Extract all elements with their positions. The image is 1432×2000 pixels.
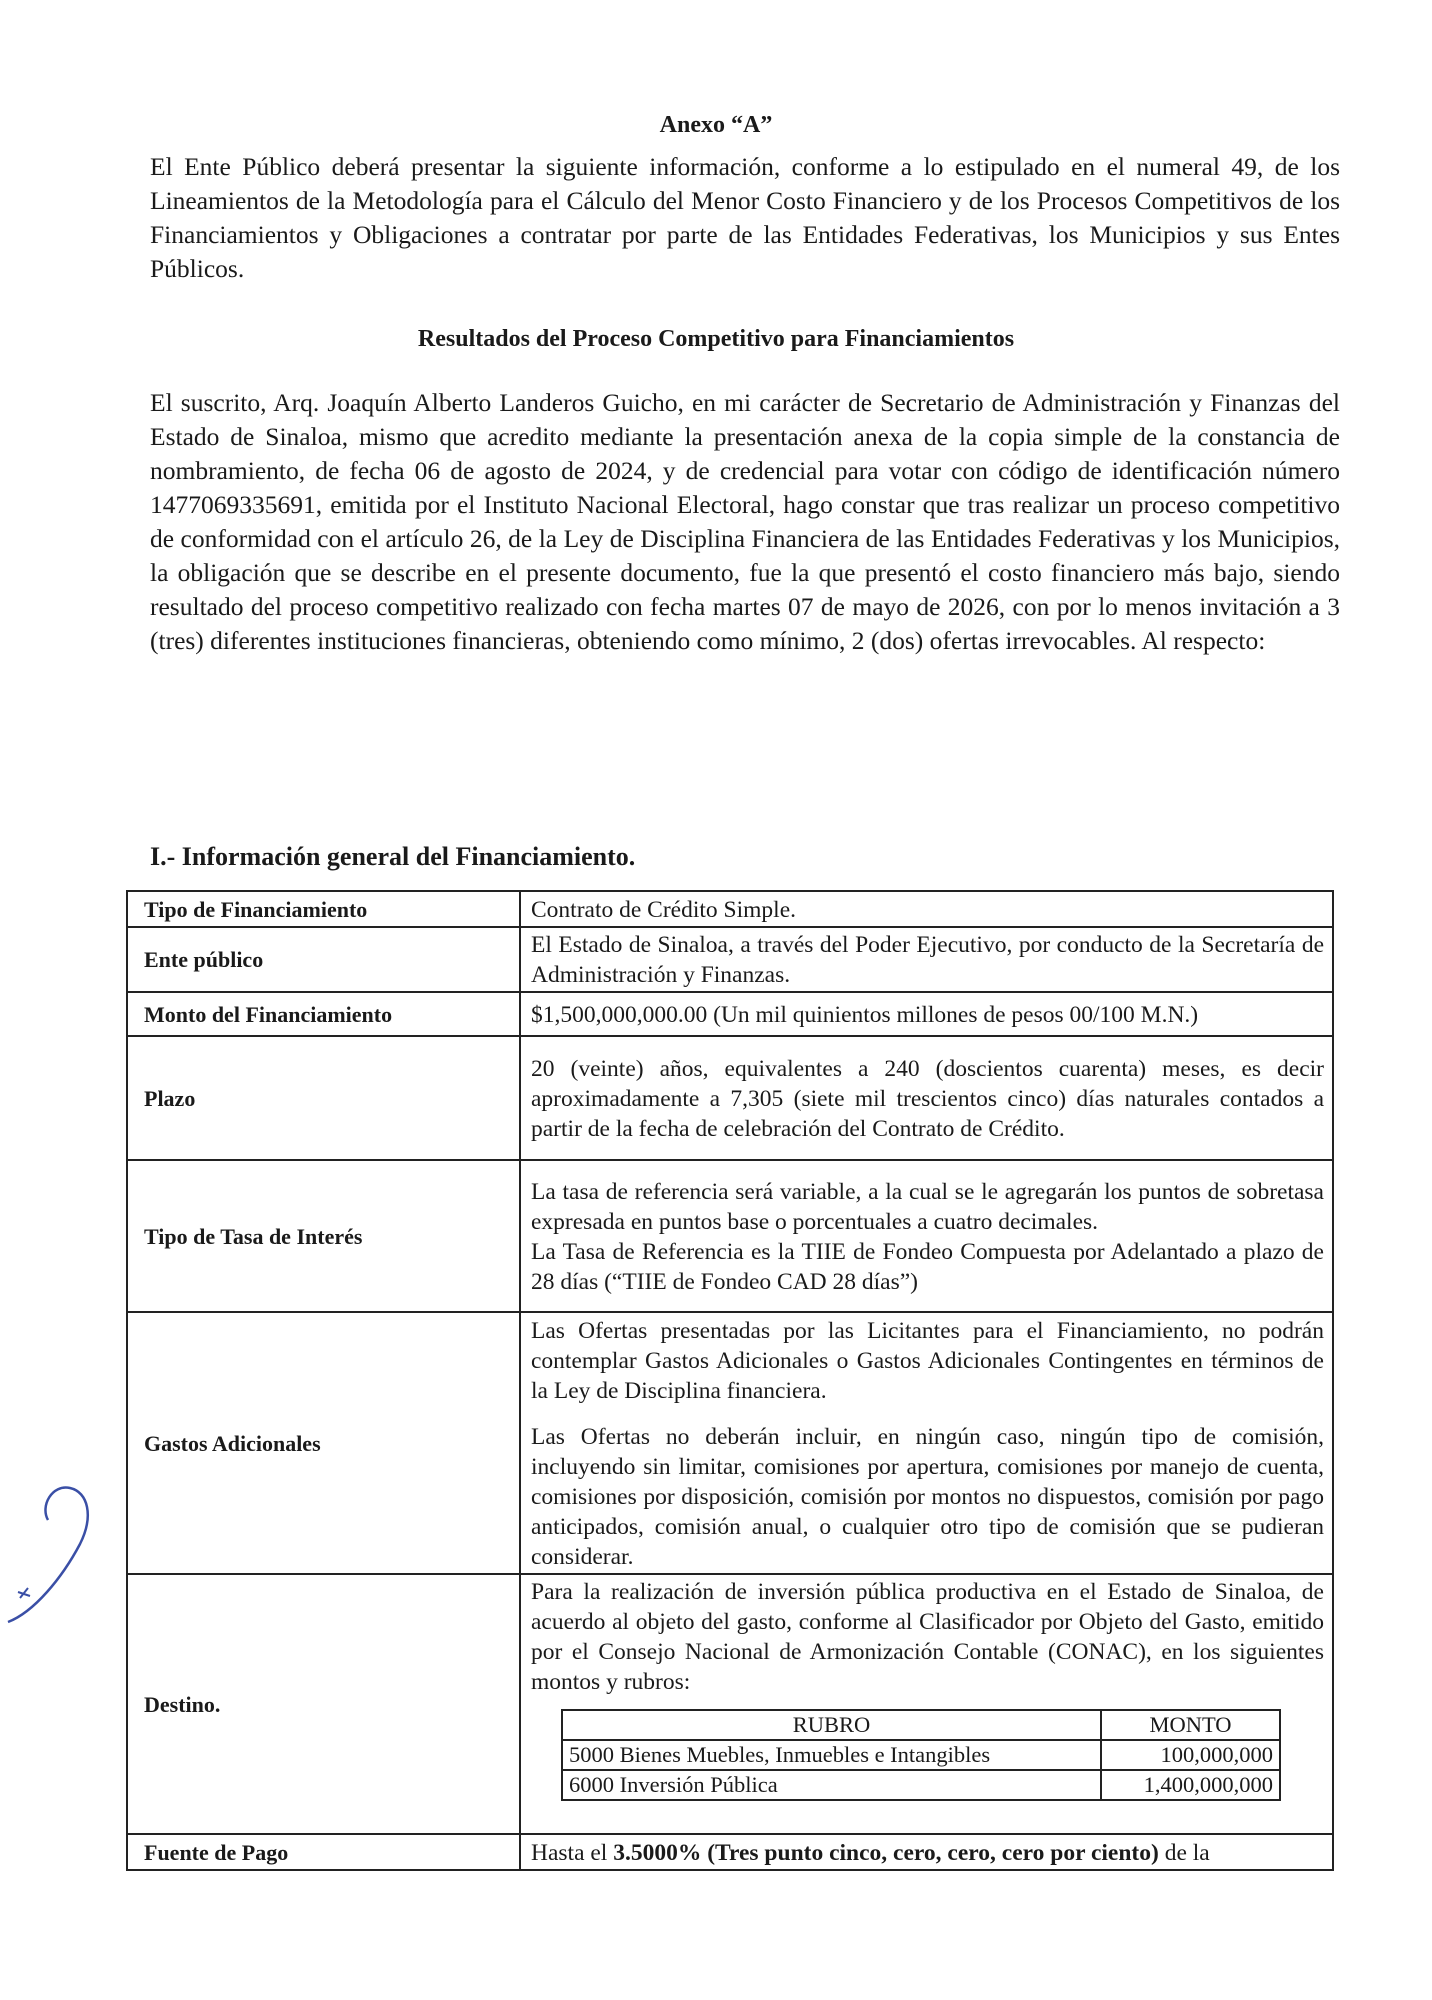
- gastos-label: Gastos Adicionales: [127, 1312, 520, 1574]
- document-title: Anexo “A”: [659, 112, 773, 138]
- statement-paragraph: El suscrito, Arq. Joaquín Alberto Landeros Guicho, en mi carácter de Secretario de Administración y Finanzas del Estado de Sinaloa, mismo que acredito mediante la presentación anexa de la copia simple de la constancia de nombramiento, de fecha 06 de agosto de 2024, y de credencial para votar con código de identificación número 1477069335691, emitida por el Instituto Nacional Electoral, hago constar que tras realizar un proceso competitivo de conformidad con el artículo 26, de la Ley de Disciplina Financiera de las Entidades Federativas y los Municipios, la obligación que se describe en el presente documento, fue la que presentó el costo financiero más bajo, siendo resultado del proceso competitivo realizado con fecha martes 07 de mayo de 2026, con por lo menos invitación a 3 (tres) diferentes instituciones financieras, obteniendo como mínimo, 2 (dos) ofertas irrevocables. Al respecto:: [150, 388, 1340, 655]
- rubro-cell: 5000 Bienes Muebles, Inmuebles e Intangibles: [562, 1740, 1101, 1770]
- tipo-value: Contrato de Crédito Simple.: [520, 891, 1333, 927]
- signature-mark-icon: [0, 1480, 110, 1630]
- rubro-header: RUBRO: [562, 1710, 1101, 1740]
- destino-value: [520, 1574, 1333, 1834]
- table-row: [562, 1770, 1280, 1800]
- fuente-text-pre: Hasta el: [531, 1839, 614, 1866]
- financing-info-table: [126, 890, 1334, 1871]
- tasa-value: [520, 1160, 1333, 1312]
- tasa-text-1: La tasa de referencia será variable, a la cual se le agregarán los puntos de sobretasa expresada en puntos base o porcentuales a cuatro decimales.: [531, 1178, 1324, 1235]
- table-row-tasa: [127, 1160, 1333, 1312]
- table-row-monto: [127, 992, 1333, 1036]
- table-row: [562, 1740, 1280, 1770]
- rubros-table: [561, 1709, 1281, 1801]
- fuente-text-bold: 3.5000% (Tres punto cinco, cero, cero, cero por ciento): [613, 1839, 1159, 1866]
- monto-header: MONTO: [1101, 1710, 1280, 1740]
- monto-label: Monto del Financiamiento: [127, 992, 520, 1036]
- monto-value: $1,500,000,000.00 (Un mil quinientos millones de pesos 00/100 M.N.): [520, 992, 1333, 1036]
- rubros-header-row: [562, 1710, 1280, 1740]
- plazo-value: 20 (veinte) años, equivalentes a 240 (doscientos cuarenta) meses, es decir aproximadamente a 7,305 (siete mil trescientos cinco) días naturales contados a partir de la fecha de celebración del Contrato de Crédito.: [520, 1036, 1333, 1160]
- fuente-text-post: de la: [1158, 1839, 1210, 1866]
- fuente-label: Fuente de Pago: [127, 1834, 520, 1870]
- gastos-text-2: Las Ofertas no deberán incluir, en ningún caso, ningún tipo de comisión, incluyendo sin limitar, comisiones por apertura, comisiones por manejo de cuenta, comisiones por disposición, comisión por montos no dispuestos, comisión por pago anticipados, comisión anual, o cualquier otro tipo de comisión que se pudieran considerar.: [531, 1423, 1324, 1570]
- table-row-fuente: [127, 1834, 1333, 1870]
- ente-value: El Estado de Sinaloa, a través del Poder Ejecutivo, por conducto de la Secretaría de Administración y Finanzas.: [520, 927, 1333, 992]
- table-row-gastos: [127, 1312, 1333, 1574]
- tasa-label: Tipo de Tasa de Interés: [127, 1160, 520, 1312]
- section-subtitle: Resultados del Proceso Competitivo para Financiamientos: [417, 326, 1015, 352]
- monto-cell: 1,400,000,000: [1101, 1770, 1280, 1800]
- table-row-destino: [127, 1574, 1333, 1834]
- section-heading: I.- Información general del Financiamiento.: [150, 842, 636, 871]
- rubro-cell: 6000 Inversión Pública: [562, 1770, 1101, 1800]
- tasa-text-2: La Tasa de Referencia es la TIIE de Fondeo Compuesta por Adelantado a plazo de 28 días (“TIIE de Fondeo CAD 28 días”): [531, 1238, 1324, 1295]
- fuente-value: [520, 1834, 1333, 1870]
- monto-cell: 100,000,000: [1101, 1740, 1280, 1770]
- plazo-label: Plazo: [127, 1036, 520, 1160]
- table-row-tipo: [127, 891, 1333, 927]
- tipo-label: Tipo de Financiamiento: [127, 891, 520, 927]
- gastos-text-1: Las Ofertas presentadas por las Licitantes para el Financiamiento, no podrán contemplar Gastos Adicionales o Gastos Adicionales Contingentes en términos de la Ley de Disciplina financiera.: [531, 1317, 1324, 1404]
- destino-label: Destino.: [127, 1574, 520, 1834]
- table-row-ente: [127, 927, 1333, 992]
- table-row-plazo: [127, 1036, 1333, 1160]
- ente-label: Ente público: [127, 927, 520, 992]
- gastos-value: [520, 1312, 1333, 1574]
- destino-text: Para la realización de inversión pública productiva en el Estado de Sinaloa, de acuerdo al objeto del gasto, conforme al Clasificador por Objeto del Gasto, emitido por el Consejo Nacional de Armonización Contable (CONAC), en los siguientes montos y rubros:: [531, 1579, 1324, 1695]
- intro-paragraph: El Ente Público deberá presentar la siguiente información, conforme a lo estipulado en el numeral 49, de los Lineamientos de la Metodología para el Cálculo del Menor Costo Financiero y de los Procesos Competitivos de los Financiamientos y Obligaciones a contratar por parte de las Entidades Federativas, los Municipios y sus Entes Públicos.: [150, 152, 1340, 283]
